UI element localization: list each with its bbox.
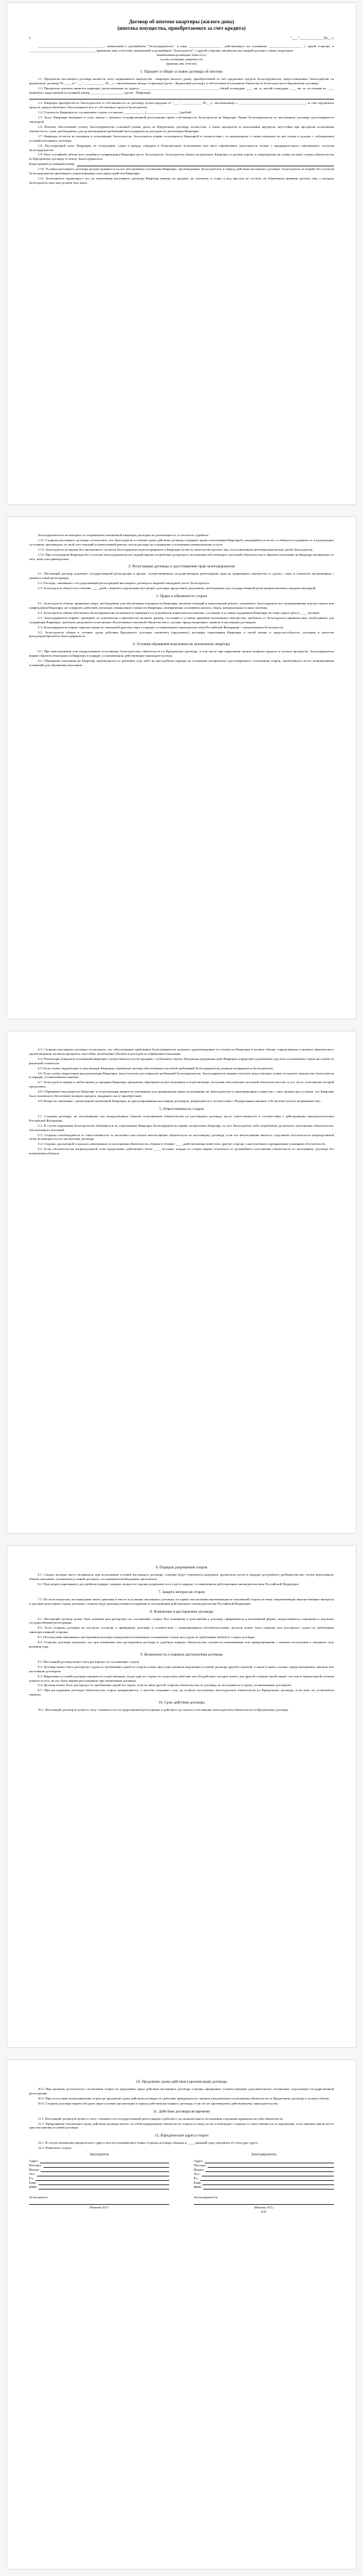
requisite-blank — [38, 2185, 169, 2190]
requisite-label: Адрес: — [193, 2159, 204, 2163]
clause: 5.5. Если обстоятельства непреодолимой силы продолжают действовать более ____ месяцев, каждая из сторон вправе отказаться от дальнейшего исполнения обязательств по настоящему договору без возмещения убытков. — [29, 1147, 334, 1156]
clause: 5.1. Стороны договора, не исполнившие или ненадлежащим образом исполнившие обязательства по настоящему договору, несут ответственность в соответствии с действующим законодательством Российской Федерации. — [29, 1114, 334, 1122]
section-heading: 10. Продление срока действия (пролонгация) договора — [136, 2080, 227, 2084]
requisite-label: ИНН: — [29, 2185, 38, 2190]
clause: 5.4. Сторона, для которой создалась невозможность исполнения обязательств, обязана в течение ____ дней письменно известить другую сторону о наступлении и прекращении указанных обстоятельств. — [38, 1142, 326, 1146]
signature-left-label: Залогодатель — [29, 2195, 48, 2200]
clause: 1.3. Квартира приобретается Залогодателем в собственность по договору купли-продажи от "___" ____________ 20__ г., заключенному с ________________________________________, за счет кредитных средств, предоставленных Залогодержателем, и собственных средств Залогодателя. — [29, 101, 334, 110]
clause: 1.2. Предметом ипотеки является квартира, расположенная по адресу: ______________________________________________, общей площадью ____ кв. м, жилой площадью ____ кв. м, состоящая из ____ комнат(ы), кадастровый (условный) номер ____________________ (далее - Квартира). — [29, 86, 334, 94]
section-heading: 6. Порядок разрешения споров — [155, 1566, 208, 1570]
clause: 4.5. Если сумма, вырученная от реализации Квартиры, превышает размер обеспеченных ипотекой требований Залогодержателя, разница возвращается Залогодателю. — [38, 1066, 274, 1070]
clause: 1.9. Риск случайной гибели или случайного повреждения Квартиры несет Залогодатель. Залогодатель обязан застраховать Квартиру от рисков утраты и повреждения на сумму не ниже суммы обязательства по Кредитному договору в пользу Залогодержателя. — [29, 153, 334, 161]
requisite-label: Адрес: — [29, 2159, 39, 2163]
clause: 1.4. Стоимость Квартиры по соглашению сторон составляет ____________ (____________________) рублей. — [38, 110, 192, 115]
clause: 1.8. Последующий залог Квартиры, ее отчуждение, сдача в аренду, передача в безвозмездное пользование или иное обременение допускаются только с предварительного письменного согласия Залогодержателя. — [29, 143, 334, 152]
clause: 1.10. Условия настоящего договора распространяются на все неотделимые улучшения Квартиры, произведенные Залогодателем в период действия настоящего договора. Залогодатель не вправе без согласия Залогодержателя производить перепланировку или переустройство Квартиры. — [29, 167, 334, 176]
document-subtitle: (ипотека имущества, приобретаемого за счет кредита) — [117, 25, 246, 31]
clause: 4.2. Обращение взыскания на Квартиру производится по решению суда либо во внесудебном порядке на основании нотариально удостоверенного соглашения сторон, заключенного после возникновения оснований для обращения взыскания. — [29, 659, 334, 668]
preamble: ________________________________________, именуемый в дальнейшем "Залогодержатель", в лице ____________________, действующего на основании ____________________, с одной стороны, и ________________________________________ (фамилия, имя, отчество), именуемый в дальнейшем "Залогодатель", с другой стороны, заключили настоящий договор о нижеследующем: — [29, 44, 334, 52]
clause: 10.2. При наличии достигнутого соглашения сторон по продлению срока действия настоящего договора стороны оформляют соответствующее дополнительное соглашение, подлежащее государственной регистрации. — [29, 2087, 334, 2095]
clause: 1.6. Ипотека обеспечивает уплату Залогодержателю основной суммы долга по Кредитному договору полностью, а также процентов за пользование кредитом, неустойки при просрочке исполнения обязательств, сумм, необходимых для удовлетворения требований Залогодержателя, расходов по реализации Квартиры. — [29, 124, 334, 133]
blank-line — [29, 95, 334, 100]
signature-left-sub: (Фамилия, И.О.) — [89, 2206, 109, 2210]
clause: 9.2. Договор может быть расторгнут судом по требованию одной из сторон только при существенном нарушении условий договора другой стороной, а также в иных случаях, предусмотренных законом или настоящим договором. — [29, 1664, 334, 1673]
clause: 7.1. По всем вопросам, не нашедшим своего решения в тексте и условиях настоящего договора, но прямо или косвенно вытекающим из отношений сторон по нему, затрагивающих имущественные интересы и деловую репутацию сторон договора, стороны будут руководствоваться нормами и положениями действующего законодательства Российской Федерации. — [29, 1597, 334, 1605]
requisite-label: Выдан: — [29, 2168, 40, 2172]
clause: 1.7. Квартира остается во владении и пользовании Залогодателя. Залогодатель вправе пользоваться Квартирой в соответствии с ее назначением, а также извлекать из нее плоды и доходы с соблюдением условий настоящего договора. — [29, 134, 334, 142]
section-heading: 7. Защита интересов сторон — [158, 1589, 205, 1595]
clause: 11.1. Настоящий договор вступает в силу с момента его государственной регистрации и действует до окончательного исполнения сторонами принятых на себя обязательств. — [38, 2116, 284, 2121]
section-heading: 2. Регистрация договора и удостоверение прав залогодержателя — [128, 564, 235, 570]
clause: 3.2. Залогодатель обязан обеспечить Залогодержателю возможность проверять по документам и фактически наличие, состояние и условия содержания Квартиры не чаще одного раза в ____ месяцев. — [38, 610, 320, 615]
clause: 1.1. Предметом настоящего договора является залог недвижимого имущества - квартиры (жилого дома), приобретаемой за счет кредитных средств Залогодержателя, предоставленных Залогодателю по кредитному договору № ____ от "___" ____________ 20__ г., заключенному между сторонами (далее - Кредитный договор), в обеспечение исполнения обязательств Залогодателя по Кредитному договору. — [29, 76, 334, 85]
clause: 4.8. Обращение взыскания на Квартиру и ее реализация являются основанием для прекращения права пользования ею Залогодателем и проживающими совместно с ним лицами при условии, что Квартира была заложена в обеспечение возврата кредита, выданного на ее приобретение. — [29, 1090, 334, 1098]
requisites-table — [29, 2153, 334, 2190]
clause: 8.1. Настоящий договор может быть изменен или расторгнут по соглашению сторон. Все изменения и дополнения к договору оформляются в письменной форме, подписываются сторонами и подлежат государственной регистрации. — [29, 1616, 334, 1625]
note-basis: (устава, положения, доверенности) — [160, 57, 203, 61]
page-2 — [7, 517, 356, 1018]
page-5 — [7, 2060, 356, 2569]
signature-left — [29, 2195, 169, 2214]
clause: 12.1. В случае изменения юридического адреса или обслуживающего банка стороны договора обязаны в ____ дневный срок уведомить об этом друг друга. — [38, 2141, 258, 2145]
section-heading: 11. Действие договора во времени — [152, 2109, 211, 2114]
clause: 1.12. Стороны настоящего договора согласились, что Залогодатель в течение срока действия договора сохраняет право пользования Квартирой, находящейся в залоге, и обязуется содержать ее в надлежащем состоянии, производить за свой счет текущий и капитальный ремонт, нести расходы на содержание и оплачивать коммунальные услуги. — [29, 538, 334, 546]
section-heading: 9. Возможность и порядок расторжения договора — [140, 1652, 223, 1657]
signature-right-sub: (Фамилия, И.О.) — [254, 2206, 274, 2210]
signature-right — [194, 2195, 334, 2214]
clause: 4.6. Если сумма, вырученная при реализации Квартиры, недостаточна для покрытия требований Залогодержателя, Залогодержатель вправе получить недостающую сумму из прочего имущества Залогодателя в порядке, установленном законом. — [29, 1071, 334, 1080]
clause: 9.5. При расторжении договора обязательства сторон прекращаются, а ипотека сохраняет силу до полного исполнения Залогодателем обязательств по Кредитному договору, если иное не установлено законом. — [29, 1688, 334, 1697]
signature-right-line — [194, 2200, 334, 2205]
requisite-label: Банк: — [29, 2181, 37, 2185]
clause: 10.4. Стороны договора вправе обсудить иные условия пролонгации в период действия настоящего договора, если это не противоречит действующему законодательству. — [38, 2101, 279, 2105]
clause: 2.3. Залогодатель обязуется в течение ____ дней с момента подписания настоящего договора представить документы, необходимые для государственной регистрации ипотеки и выдачи закладной. — [38, 586, 317, 591]
clause: 9.1. Настоящий договор может быть расторгнут по соглашению сторон. — [38, 1659, 140, 1664]
page-4 — [7, 1546, 356, 2047]
clause: 4.7. Залогодатель вправе в любое время до продажи Квартиры прекратить обращение на нее взыскания и ее реализацию, исполнив обеспеченное ипотекой обязательство или ту его часть, исполнение которой просрочено. — [29, 1080, 334, 1089]
clause: 3.5. Залогодатель обязан в течение срока действия Кредитного договора заключать (продлевать) договоры страхования Квартиры и своей жизни и трудоспособности, указывая в качестве выгодоприобретателя Залогодержателя. — [29, 630, 334, 639]
clause: 1.11. Залогодатель гарантирует, что до заключения настоящего договора Квартира никому не продана, не заложена, в споре и под арестом не состоит, не обременена правами третьих лиц, о которых Залогодатель знал или должен был знать. — [29, 176, 334, 185]
clause: 3.3. Залогодержатель вправе: проверять по документам и фактически наличие, размер, состояние и условия хранения заложенного имущества; требовать от Залогодателя принятия мер, необходимых для сохранения Квартиры; требовать досрочного исполнения обеспеченного ипотекой обязательства в случаях, предусмотренных законом и настоящим договором. — [29, 615, 334, 624]
requisites-right-head: Залогодержатель — [251, 2153, 277, 2158]
section-heading: 5. Ответственность сторон — [159, 1106, 204, 1111]
requisites-left-head: Залогодатель — [89, 2153, 109, 2158]
requisite-row — [29, 2185, 169, 2190]
signature-block — [29, 2195, 334, 2214]
requisite-label: Тел.: — [29, 2172, 36, 2176]
clause: Залогодержателем на контроль за сохранением заложенной квартиры, расходов по реализации ее, в том числе судебных. — [38, 533, 210, 537]
requisite-label: Банк: — [193, 2181, 202, 2185]
requisite-label: Р/с: — [29, 2176, 35, 2181]
clause: 3.1. Залогодатель обязан: принимать меры, необходимые для обеспечения сохранности Квартиры, включая текущий и капитальный ремонт; уведомлять Залогодержателя о возникновении угрозы утраты или повреждения Квартиры; не совершать действий, влекущих уменьшение стоимости Квартиры; своевременно уплачивать налоги, сборы, коммунальные и иные платежи. — [29, 602, 334, 609]
requisite-label: Паспорт: — [29, 2163, 42, 2168]
clause: 4.4. Реализация (продажа) заложенной квартиры осуществляется путем продажи с публичных торгов. Начальная продажная цена Квартиры определяется решением суда или соглашением сторон на основе ее рыночной стоимости. — [29, 1056, 334, 1065]
clause: 2.1. Настоящий договор подлежит государственной регистрации в органе, осуществляющем государственную регистрацию прав на недвижимое имущество и сделок с ним, и считается заключенным с момента такой регистрации. — [29, 572, 334, 580]
clause: 6.1. Споры, которые могут возникнуть при исполнении условий настоящего договора, стороны будут стремиться разрешать дружеским путем в порядке досудебного разбирательства: путем переговоров, обмена письмами, уточнением условий договора, составлением необходимых протоколов. — [29, 1573, 334, 1581]
clause: 10.3. При отсутствии волеизъявления сторон на продление срока действия договора его действие прекращается с момента надлежащего исполнения обязательств по Кредитному договору в полном объеме. — [38, 2096, 330, 2100]
date-label: "___" ____________ 20__ г. — [290, 36, 334, 41]
document-title: Договор об ипотеке квартиры (жилого дома) — [129, 19, 234, 25]
place-date-line — [29, 36, 334, 41]
cadastral-blank — [77, 162, 334, 166]
clause: 6.2. При неурегулировании в досудебном порядке спорных вопросов стороны разрешают их в суде в порядке, установленном действующим законодательством Российской Федерации. — [38, 1581, 300, 1586]
clause: 9.3. Нарушение условий договора признается существенным, когда одна из сторон его допустила действие или бездействие, которое влечет для другой стороны такой ущерб, что она в значительной степени лишается того, на что была вправе рассчитывать при заключении договора. — [29, 1674, 334, 1682]
signature-right-label: Залогодержатель — [193, 2195, 218, 2200]
signature-left-line — [29, 2200, 169, 2205]
requisite-label: Паспорт: — [193, 2163, 207, 2168]
section-heading: 1. Предмет и общие условия договора об ипотеке — [140, 69, 223, 74]
note-fullname: (фамилия, имя, отчество) — [166, 62, 197, 65]
requisite-label: Выдан: — [193, 2168, 205, 2172]
seal-mark: М.П. — [261, 2211, 267, 2214]
clause: 9.4. Договор может быть расторгнут по требованию одной из сторон, если по вине другой стороны обязательства по договору не исполняются в сроки, установленные договором. — [38, 1683, 292, 1688]
requisites-left — [29, 2153, 169, 2190]
clause: 5.3. Стороны освобождаются от ответственности за частичное или полное неисполнение обязательств по настоящему договору, если это неисполнение явилось следствием обстоятельств непреодолимой силы, возникших после заключения договора. — [29, 1133, 334, 1141]
clause: 3.4. Залогодержатель вправе передать права по закладной другому лицу в порядке, установленном законодательством Российской Федерации, с уведомлением Залогодателя. — [38, 625, 284, 629]
clause: 8.2. Если стороны договора не достигли согласия о приведении договора в соответствие с изменившимися обстоятельствами, договор может быть изменен или расторгнут судом по требованию заинтересованной стороны. — [29, 1626, 334, 1635]
clause: 8.3. Последствия изменения и расторжения договора определяются взаимным соглашением сторон или судом по требованию любой из сторон договора. — [38, 1635, 256, 1640]
clause: 4.3. Стороны настоящего договора согласились, что обеспеченные требования Залогодержателя подлежат удовлетворению из стоимости Квартиры в полном объеме, определяемом к моменту фактического удовлетворения, включая проценты, неустойку, возмещение убытков и расходов по обращению взыскания. — [29, 1048, 334, 1056]
requisite-row — [194, 2185, 334, 2190]
requisite-label: Р/с: — [193, 2176, 199, 2181]
clause: 2.2. Расходы, связанные с государственной регистрацией настоящего договора и выдачей закладной, несет Залогодатель. — [38, 581, 210, 586]
clause: 1.13. Залогодатель не вправе без письменного согласия Залогодержателя регистрировать в Квартире по месту жительства третьих лиц, за исключением несовершеннолетних детей Залогодателя. — [38, 547, 314, 551]
clause: 12.2. Реквизиты сторон: — [38, 2146, 72, 2150]
requisite-label: Тел.: — [193, 2172, 201, 2176]
place-label: г. — [29, 36, 31, 41]
clause: 8.4. Стороны договора признают, что при изменении или расторжении договора в судебном порядке обязательства считаются измененными или прекращенными с момента вступления в законную силу решения суда. — [29, 1640, 334, 1648]
page-1 — [7, 3, 356, 504]
cadastral-label: Кадастровый (условный) номер: — [29, 162, 76, 166]
requisite-blank — [203, 2185, 334, 2190]
clause: 4.1. При неисполнении или ненадлежащем исполнении Залогодателем обязательств по Кредитному договору, в том числе при нарушении сроков возврата кредита и уплаты процентов, Залогодержатель вправе обратить взыскание на Квартиру в порядке, установленном действующим законодательством. — [29, 649, 334, 658]
section-heading: 4. Условия обращения взыскания на заложенную квартиру — [132, 642, 231, 647]
clause: 11.2. Прекращение (окончание) срока действия договора влечет за собой прекращение обязательств сторон по нему, но не освобождает стороны от ответственности за нарушения, если таковые имели место при исполнении условий договора. — [29, 2121, 334, 2130]
cadastral-field — [29, 162, 334, 166]
clause: 1.5. Залог Квартиры возникает в силу закона с момента государственной регистрации права собственности Залогодателя на Квартиру. Права Залогодержателя по настоящему договору удостоверяются закладной. — [29, 116, 334, 124]
requisite-label: ИНН: — [193, 2185, 203, 2190]
page-3 — [7, 1032, 356, 1533]
section-heading: 8. Изменение и расторжение договора — [150, 1609, 213, 1614]
section-heading: 10. Срок действия договора — [158, 1701, 205, 1706]
clause: 10.1. Настоящий договор вступает в силу с момента его государственной регистрации и действует до полного исполнения Залогодателем обязательств по Кредитному договору. — [38, 1708, 289, 1712]
section-heading: 3. Права и обязанности сторон — [155, 594, 208, 599]
clause: 4.9. Вопросы, связанные с реализацией заложенной Квартиры, не урегулированные настоящим договором, разрешаются в соответствии с Федеральным законом «Об ипотеке (залоге недвижимости)». — [38, 1098, 322, 1103]
section-heading: 12. Юридические адреса сторон — [155, 2134, 208, 2139]
requisites-right — [194, 2153, 334, 2190]
clause: 1.14. При отчуждении Квартиры без согласия Залогодержателя последний вправе потребовать досрочного исполнения обеспеченного ипотекой обязательства и обратить взыскание на Квартиру независимо от того, кому она принадлежит. — [29, 552, 334, 561]
clause: 5.2. В случае нарушения Залогодателем обязанности по страхованию Квартиры Залогодержатель вправе застраховать Квартиру за счет Залогодателя либо потребовать досрочного исполнения обязательства, обеспеченного ипотекой. — [29, 1123, 334, 1132]
note-organization: (наименование организации, банка и т.п.) — [156, 53, 207, 57]
